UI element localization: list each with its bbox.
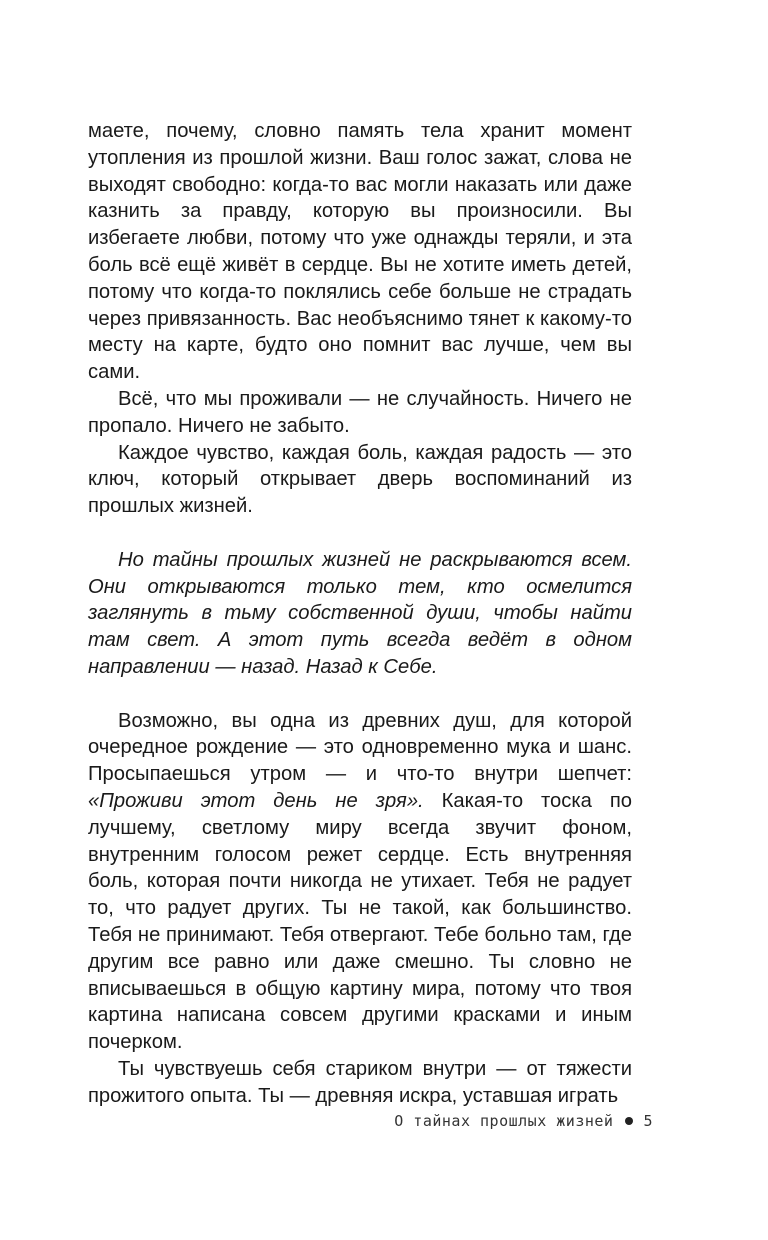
paragraph-6: Ты чувствуешь себя стариком внутри — от тяжести прожитого опыта. Ты — древняя искра, уставшая играть bbox=[88, 1057, 632, 1107]
paragraph-gap bbox=[88, 681, 632, 708]
paragraph-2: Всё, что мы проживали — не случайность. Ничего не пропало. Ничего не забыто. bbox=[88, 387, 632, 437]
paragraph-1: маете, почему, словно память тела хранит момент утопления из прошлой жизни. Ваш голос зажат, слова не выходят свободно: когда-то вас могли наказать или даже казнить за правду, которую вы произносили. Вы избегаете любви, потому что уже однажды теряли, и эта боль всё ещё живёт в сердце. Вы не хотите иметь детей, потому что когда-то поклялись себе больше не страдать через привязанность. Вас необъяснимо тянет к какому-то месту на карте, будто оно помнит вас лучше, чем вы сами. bbox=[88, 120, 632, 384]
paragraph-gap bbox=[88, 520, 632, 547]
paragraph-5-rest: Какая-то тоска по лучшему, светлому миру всегда звучит фоном, внутренним голосом режет сердце. Есть внутренняя боль, которая почти никогда не утихает. Тебя не радует то, что радует других. Ты не такой, как большинство. Тебя не принимают. Тебя отвергают. Тебе больно там, где другим все равно или даже смешно. Ты словно не вписываешься в общую картину мира, потому что твоя картина написана совсем другими красками и иным почерком. bbox=[88, 789, 632, 1054]
italic-paragraph: Но тайны прошлых жизней не раскрываются всем. Они открываются только тем, кто осмелится заглянуть в тьму собственной души, чтобы найти там свет. А этот путь всегда ведёт в одном направлении — назад. Назад к Себе. bbox=[88, 548, 632, 678]
paragraph-5-quote: «Проживи этот день не зря». bbox=[88, 789, 424, 812]
page-body bbox=[88, 118, 632, 1109]
page-number: 5 bbox=[643, 1112, 653, 1130]
paragraph-3: Каждое чувство, каждая боль, каждая радость — это ключ, который открывает дверь воспоминаний из прошлых жизней. bbox=[88, 441, 632, 518]
paragraph-5 bbox=[88, 708, 632, 1056]
bullet-icon bbox=[625, 1117, 633, 1125]
paragraph-5-lead: Возможно, вы одна из древних душ, для которой очередное рождение — это одновременно мука и шанс. Просыпаешься утром — и что-то внутри шепчет: bbox=[88, 709, 632, 786]
running-title: О тайнах прошлых жизней bbox=[394, 1112, 614, 1130]
page-footer bbox=[394, 1112, 653, 1130]
